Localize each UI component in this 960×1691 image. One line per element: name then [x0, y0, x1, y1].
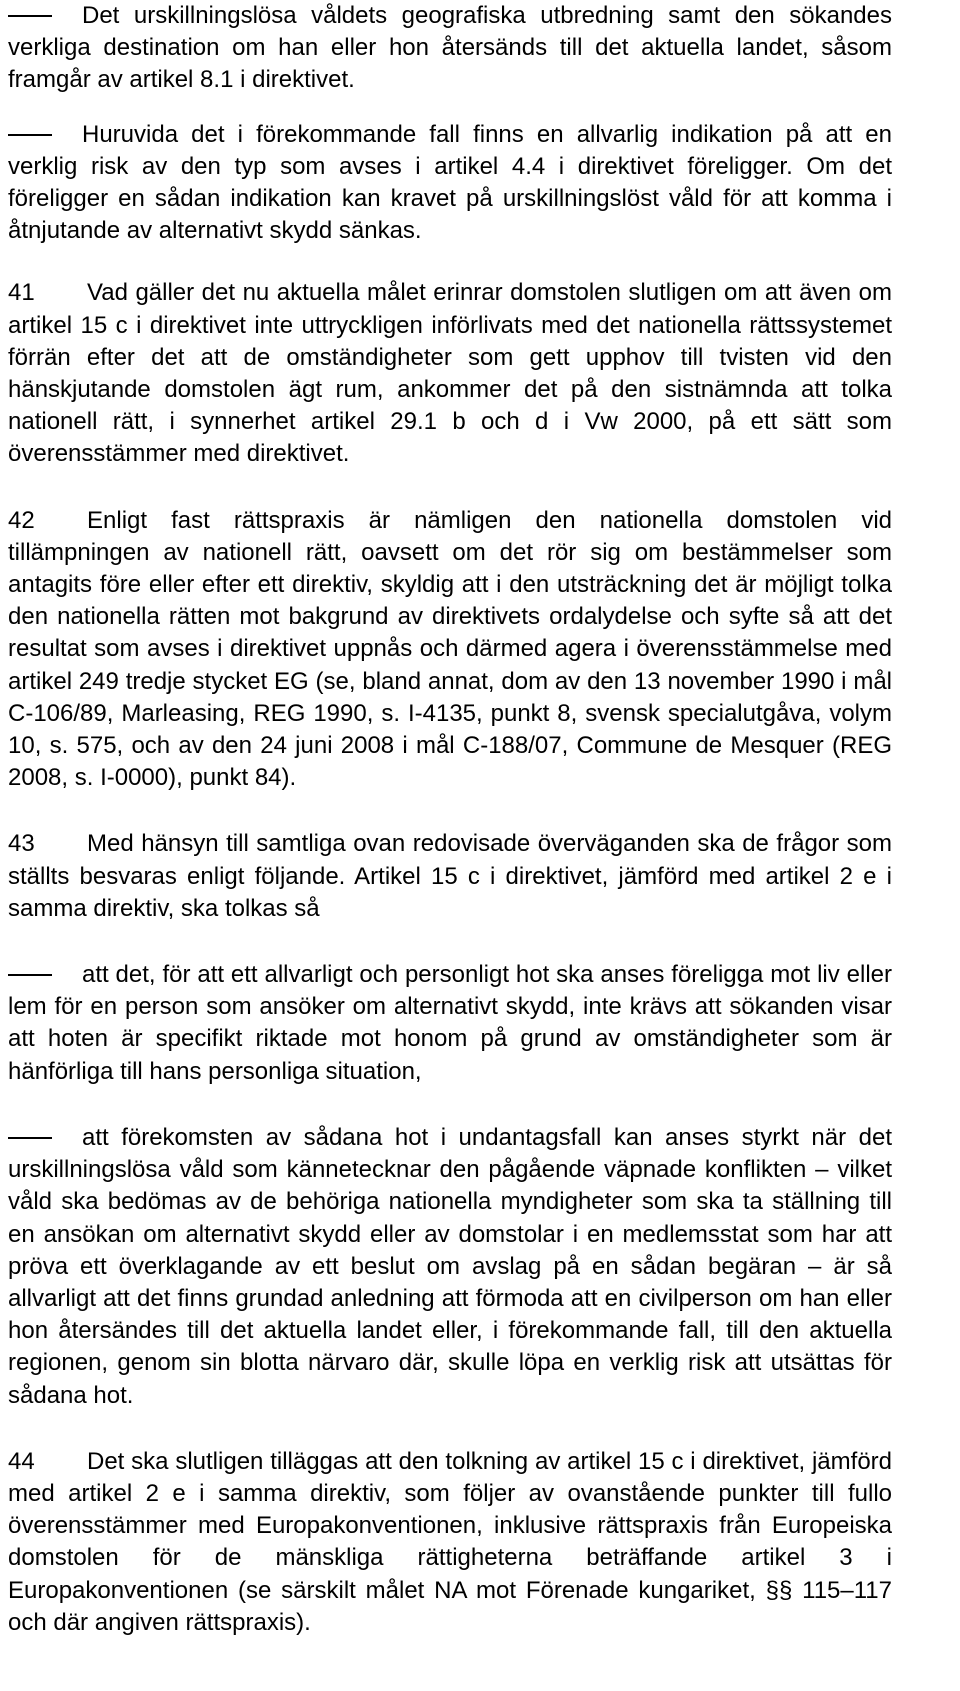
paragraph-41: [8, 277, 892, 470]
paragraph-text: Med hänsyn till samtliga ovan redovisade överväganden ska de frågor som ställts besvaras enligt följande. Artikel 15 c i direktivet, jämförd med artikel 2 e i samma direktiv, ska tolkas så: [8, 830, 892, 922]
paragraph-text: Det urskillningslösa våldets geografiska utbredning samt den sökandes verkliga destination om han eller hon återsänds till det aktuella landet, såsom framgår av artikel 8.1 i direktivet.: [8, 2, 892, 94]
paragraph-number: 41: [8, 279, 35, 307]
paragraph-text: Huruvida det i förekommande fall finns en allvarlig indikation på att en verklig risk av den typ som avses i artikel 4.4 i direktivet föreligger. Om det föreligger en sådan indikation kan kravet på urskillningslöst våld för att komma i åtnjutande av alternativt skydd sänkas.: [8, 120, 892, 245]
paragraph-text: att det, för att ett allvarligt och personligt hot ska anses föreligga mot liv eller lem för en person som ansöker om alternativt skydd, inte krävs att sökanden visar att hoten är specifikt riktade mot honom på grund av omständigheter som är hänförliga till hans personliga situation,: [8, 961, 892, 1085]
list-item-threat-not-specific: [8, 959, 892, 1088]
list-item-threat-exceptional: [8, 1122, 892, 1412]
dash-bullet: [8, 134, 52, 136]
paragraph-44: [8, 1446, 892, 1639]
list-item-indication: [8, 119, 892, 248]
paragraph-number: 44: [8, 1447, 35, 1475]
paragraph-43: [8, 828, 892, 925]
dash-bullet: [8, 15, 52, 17]
dash-bullet: [8, 974, 52, 976]
paragraph-text: Det ska slutligen tilläggas att den tolkning av artikel 15 c i direktivet, jämförd med artikel 2 e i samma direktiv, som följer av ovanstående punkter till fullo överensstämmer med Europakonventionen, inklusive rättspraxis från Europeiska domstolen för de mänskliga rättigheterna beträffande artikel 3 i Europakonventionen (se särskilt målet NA mot Förenade kungariket, §§ 115–117 och där angiven rättspraxis).: [8, 1447, 892, 1636]
dash-bullet: [8, 1137, 52, 1139]
list-item-destination: [8, 0, 892, 97]
document-page: [8, 0, 892, 1639]
paragraph-number: 43: [8, 830, 35, 858]
paragraph-text: att förekomsten av sådana hot i undantagsfall kan anses styrkt när det urskillningslösa våld som kännetecknar den pågående väpnade konflikten – vilket våld ska bedömas av de behöriga nationella myndigheter som ska ta ställning till en ansökan om alternativt skydd eller av domstolar i en medlemsstat som har att pröva ett överklagande av ett beslut om avslag på en sådan begäran – är så allvarligt att det finns grundad anledning att förmoda att en civilperson om han eller hon återsändes till det aktuella landet eller, i förekommande fall, till den aktuella regionen, genom sin blotta närvaro där, skulle löpa en verklig risk att utsättas för sådana hot.: [8, 1123, 892, 1409]
paragraph-text: Enligt fast rättspraxis är nämligen den nationella domstolen vid tillämpningen av nationell rätt, oavsett om det rör sig om bestämmelser som antagits före eller efter ett direktiv, skyldig att i den utsträckning det är möjligt tolka den nationella rätten mot bakgrund av direktivets ordalydelse och syfte så att det resultat som avses i direktivet uppnås och därmed agera i överensstämmelse med artikel 249 tredje stycket EG (se, bland annat, dom av den 13 november 1990 i mål C-106/89, Marleasing, REG 1990, s. I-4135, punkt 8, svensk specialutgåva, volym 10, s. 575, och av den 24 juni 2008 i mål C-188/07, Commune de Mesquer (REG 2008, s. I-0000), punkt 84).: [8, 506, 892, 792]
paragraph-42: [8, 505, 892, 795]
paragraph-text: Vad gäller det nu aktuella målet erinrar domstolen slutligen om att även om artikel 15 c i direktivet inte uttryckligen införlivats med det nationella rättssystemet förrän efter det att de omständigheter som gett upphov till tvisten vid den hänskjutande domstolen ägt rum, ankommer det på den sistnämnda att tolka nationell rätt, i synnerhet artikel 29.1 b och d i Vw 2000, på ett sätt som överensstämmer med direktivet.: [8, 279, 892, 468]
paragraph-number: 42: [8, 506, 35, 534]
